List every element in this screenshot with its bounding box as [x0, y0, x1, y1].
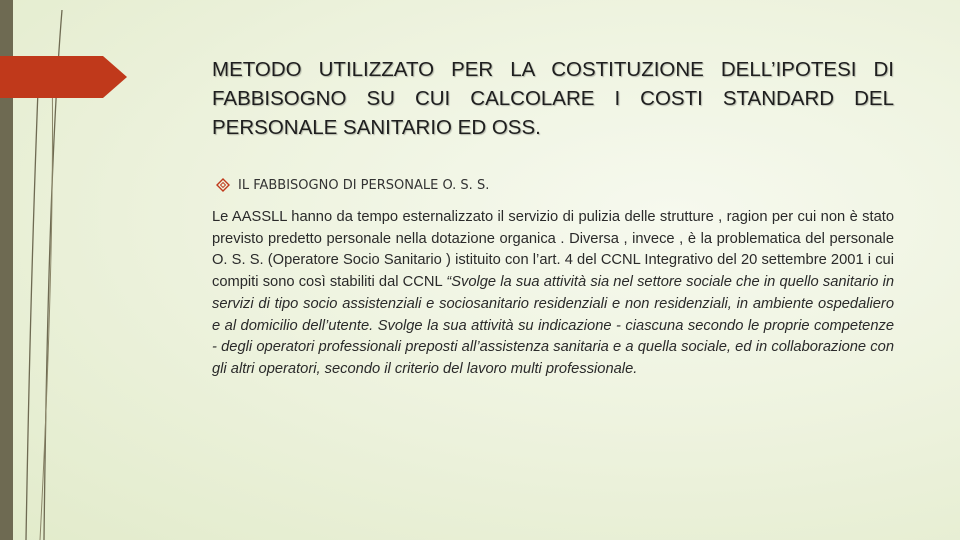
slide-title: METODO UTILIZZATO PER LA COSTITUZIONE DELL’IPOTESI DI FABBISOGNO SU CUI CALCOLARE I COSTI STANDARD DEL PERSONALE SANITARIO ED OSS.: [212, 58, 894, 139]
bullet-item: [216, 175, 489, 195]
body-plain-text: Le AASSLL hanno da tempo esternalizzato il servizio di pulizia delle strutture , ragion per cui non è stato previsto predetto personale nella dotazione organica . Diversa , invece , è la problematica del personale O. S. S. (Operatore Socio Sanitario ) istituito con l’art. 4 del CCNL Integrativo del 20 settembre 2001 i cui compiti sono così stabiliti dal CCNL: [212, 209, 894, 291]
body-paragraph: [212, 207, 894, 381]
red-arrow-shape: [0, 0, 130, 110]
bullet-text: IL FABBISOGNO DI PERSONALE O. S. S.: [238, 177, 490, 193]
diamond-outline-icon: [216, 178, 230, 192]
body-quote-text: “Svolge la sua attività sia nel settore sociale che in quello sanitario in servizi di tipo socio assistenziali e sociosanitario residenziali e non residenziali, in ambiente ospedaliero e al domicilio dell’utente. Svolge la sua attività su indicazione - ciascuna secondo le proprie competenze - degli operatori professionali preposti all’assistenza sanitaria e a quella sociale, ed in collaborazione con gli altri operatori, secondo il criterio del lavoro multi professionale.: [212, 274, 894, 377]
